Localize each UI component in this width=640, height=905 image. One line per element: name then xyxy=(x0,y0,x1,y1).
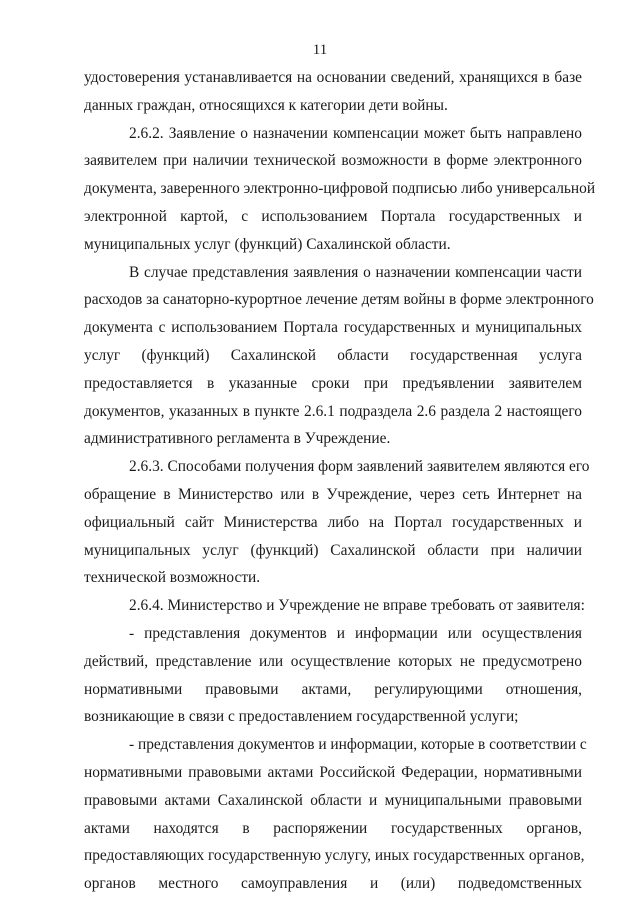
text-line: - представления документов и информации, которые в соответствии с xyxy=(129,736,587,754)
text-line: - представления документов и информации или осуществления xyxy=(129,624,582,642)
text-line: данных граждан, относящихся к категории дети войны. xyxy=(84,96,448,114)
text-line: документа с использованием Портала государственных и муниципальных xyxy=(84,319,582,337)
text-line: возникающие в связи с предоставлением государственной услуги; xyxy=(84,708,519,726)
text-line: действий, представление или осуществление которых не предусмотрено xyxy=(84,652,582,670)
text-line: 2.6.4. Министерство и Учреждение не вправе требовать от заявителя: xyxy=(129,597,585,615)
text-line: технической возможности. xyxy=(84,569,261,587)
text-line: документа, заверенного электронно-цифровой подписью либо универсальной xyxy=(84,180,596,198)
text-line: В случае представления заявления о назначении компенсации части xyxy=(129,263,582,281)
text-line: правовыми актами Сахалинской области и муниципальными правовыми xyxy=(84,791,582,809)
text-line: расходов за санаторно-курортное лечение детям войны в форме электронного xyxy=(84,291,594,309)
text-line: органов местного самоуправления и (или) подведомственных xyxy=(84,875,582,893)
text-line: муниципальных услуг (функций) Сахалинской области при наличии xyxy=(84,541,582,559)
paragraph xyxy=(84,259,594,454)
text-line: муниципальных услуг (функций) Сахалинской области. xyxy=(84,235,451,253)
page-body xyxy=(84,64,596,898)
paragraph xyxy=(84,731,587,898)
paragraph xyxy=(84,120,596,259)
text-line: официальный сайт Министерства либо на Портал государственных и xyxy=(84,513,582,531)
text-line: заявителем при наличии технической возможности в форме электронного xyxy=(84,152,582,170)
paragraph xyxy=(84,592,585,620)
text-line: 2.6.2. Заявление о назначении компенсации может быть направлено xyxy=(129,124,582,142)
text-line: электронной картой, с использованием Портала государственных и xyxy=(84,207,582,225)
text-line: административного регламента в Учреждение. xyxy=(84,430,391,448)
paragraph xyxy=(84,620,582,731)
text-line: документов, указанных в пункте 2.6.1 подраздела 2.6 раздела 2 настоящего xyxy=(84,402,582,420)
text-line: предоставляющих государственную услугу, иных государственных органов, xyxy=(84,847,585,865)
text-line: услуг (функций) Сахалинской области государственная услуга xyxy=(84,346,582,364)
text-line: актами находятся в распоряжении государственных органов, xyxy=(84,819,582,837)
text-line: удостоверения устанавливается на основании сведений, хранящихся в базе xyxy=(84,69,582,86)
page-number: 11 xyxy=(312,42,328,58)
paragraph xyxy=(84,453,590,592)
text-line: 2.6.3. Способами получения форм заявлений заявителем являются его xyxy=(129,458,590,476)
paragraph xyxy=(84,64,582,120)
text-line: нормативными правовыми актами Российской Федерации, нормативными xyxy=(84,763,582,781)
text-line: предоставляется в указанные сроки при предъявлении заявителем xyxy=(84,374,582,392)
text-line: нормативными правовыми актами, регулирующими отношения, xyxy=(84,680,582,698)
text-line: обращение в Министерство или в Учреждение, через сеть Интернет на xyxy=(84,485,582,503)
